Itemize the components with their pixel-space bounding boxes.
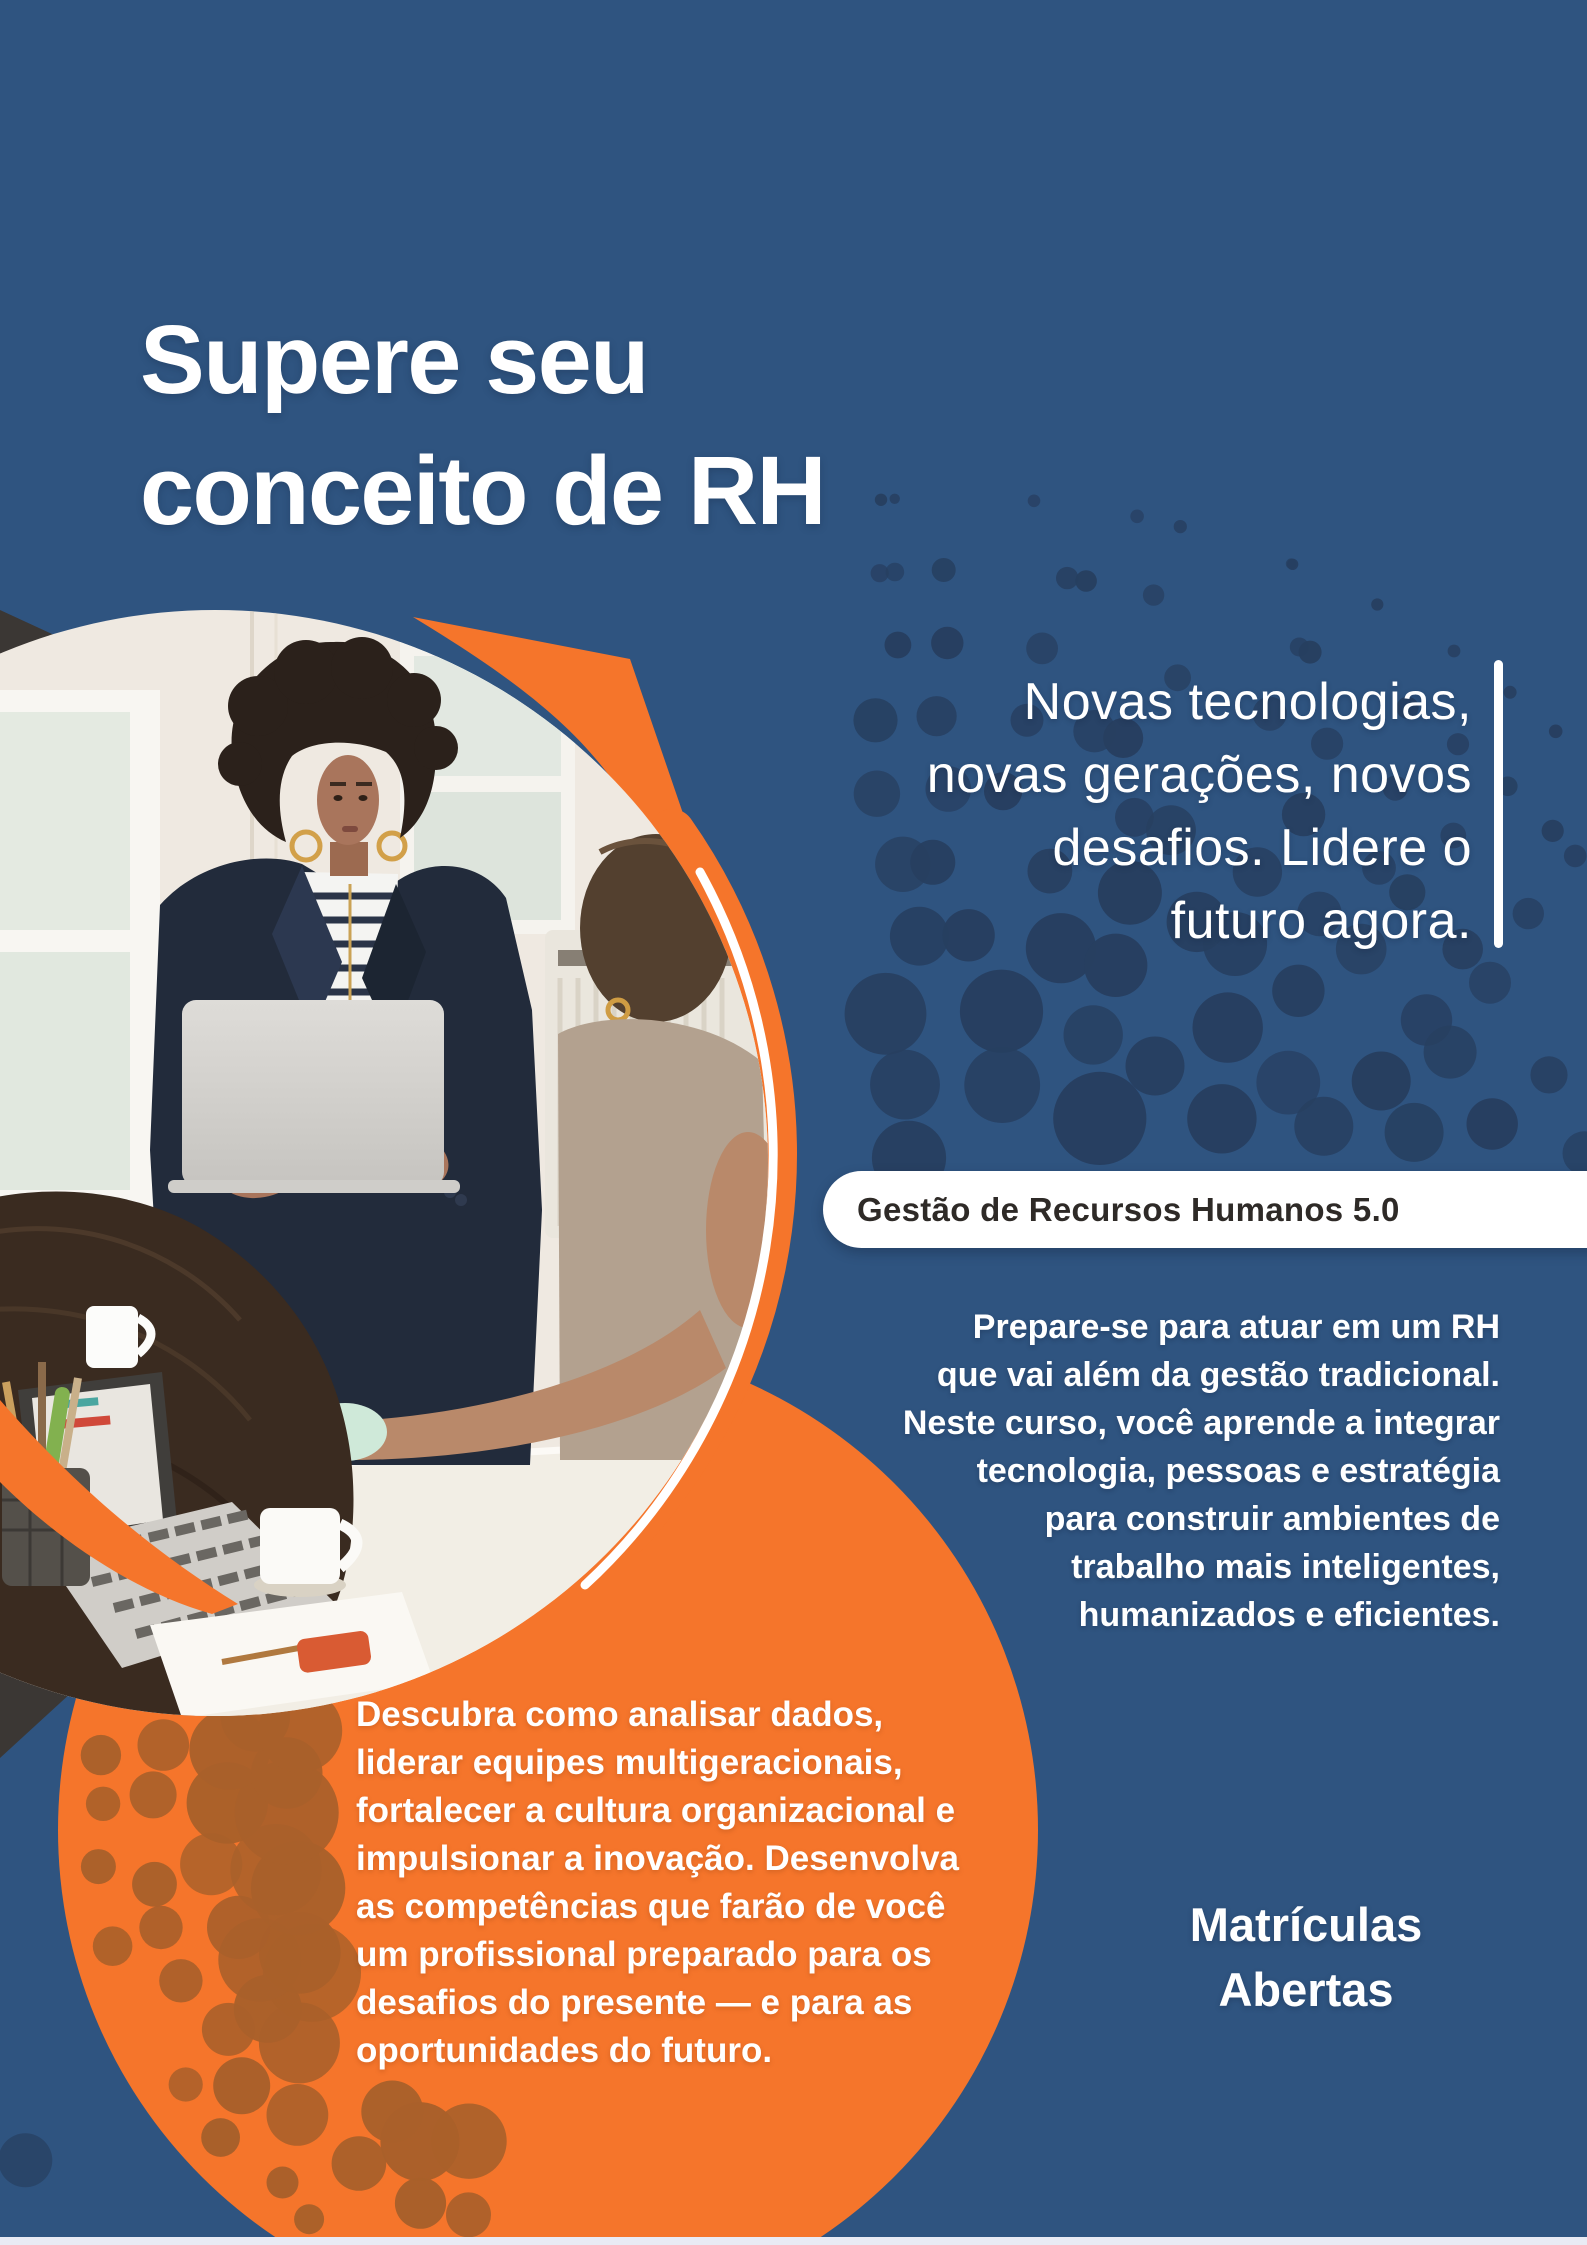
course-badge <box>823 1171 1587 1248</box>
quote-line: Novas tecnologias, <box>1023 673 1472 731</box>
details-line: Descubra como analisar dados, <box>356 1695 884 1734</box>
intro-line: tecnologia, pessoas e estratégia <box>976 1452 1500 1490</box>
laptop <box>168 1000 460 1193</box>
details-line: um profissional preparado para os <box>356 1935 932 1974</box>
details-line: impulsionar a inovação. Desenvolva <box>356 1839 959 1878</box>
halftone-dots-bottom-left <box>0 2133 52 2187</box>
details-line: as competências que farão de você <box>356 1887 946 1926</box>
intro-line: para construir ambientes de <box>1044 1500 1500 1538</box>
page-title <box>140 294 825 556</box>
quote-block <box>927 666 1472 958</box>
details-line: fortalecer a cultura organizacional e <box>356 1791 956 1830</box>
details-line: desafios do presente — e para as <box>356 1983 913 2022</box>
quote-line: futuro agora. <box>1170 892 1472 950</box>
intro-line: trabalho mais inteligentes, <box>1071 1548 1500 1586</box>
course-badge-label: Gestão de Recursos Humanos 5.0 <box>857 1191 1400 1228</box>
details-paragraph <box>356 1691 959 2075</box>
enrollment-line: Abertas <box>1218 1963 1394 2016</box>
enrollment-line: Matrículas <box>1189 1898 1423 1951</box>
details-line: liderar equipes multigeracionais, <box>356 1743 903 1782</box>
quote-accent-bar <box>1494 660 1503 948</box>
intro-line: humanizados e eficientes. <box>1078 1596 1500 1634</box>
intro-line: Neste curso, você aprende a integrar <box>902 1404 1500 1442</box>
quote-line: novas gerações, novos <box>926 746 1472 804</box>
title-line-1: Supere seu <box>140 305 648 414</box>
intro-line: que vai além da gestão tradicional. <box>936 1356 1500 1394</box>
enrollment-status <box>1128 1892 1484 2022</box>
intro-line: Prepare-se para atuar em um RH <box>972 1308 1500 1346</box>
quote-line: desafios. Lidere o <box>1052 819 1472 877</box>
bottom-strip <box>0 2237 1587 2245</box>
details-line: oportunidades do futuro. <box>356 2031 773 2070</box>
intro-paragraph <box>903 1303 1500 1639</box>
title-line-2: conceito de RH <box>140 436 826 545</box>
